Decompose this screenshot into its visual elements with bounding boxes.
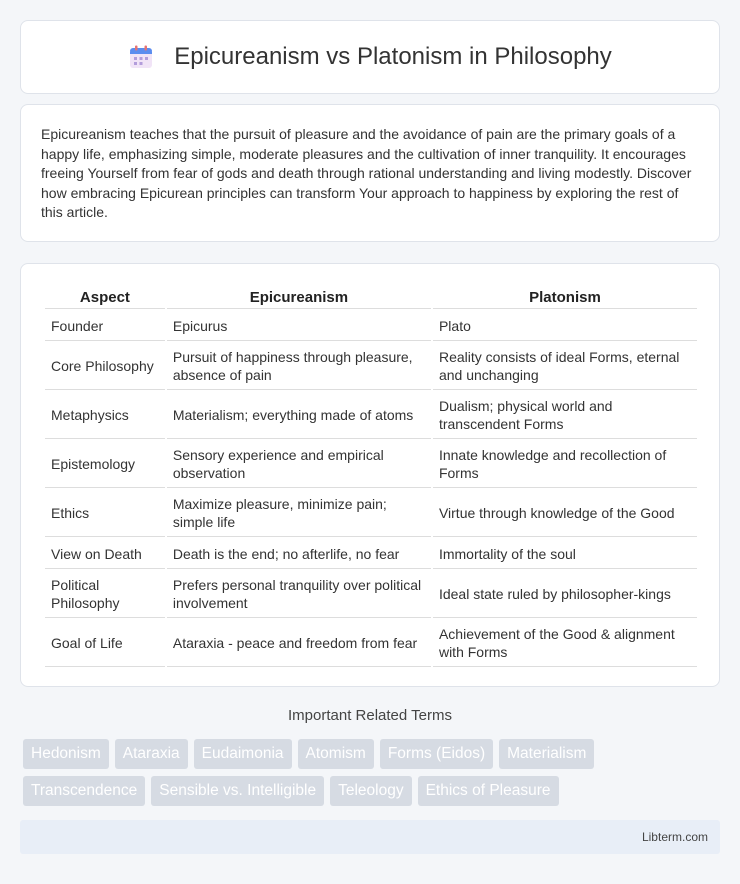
- table-cell: Reality consists of ideal Forms, eternal and unchanging: [433, 343, 697, 390]
- table-row: [45, 392, 697, 439]
- column-header-aspect: Aspect: [45, 286, 165, 309]
- table-row: [45, 620, 697, 667]
- tag-ataraxia[interactable]: Ataraxia: [115, 739, 188, 769]
- table-row: [45, 490, 697, 537]
- table-cell: Innate knowledge and recollection of Forms: [433, 441, 697, 488]
- table-cell: Materialism; everything made of atoms: [167, 392, 431, 439]
- table-cell: Maximize pleasure, minimize pain; simple life: [167, 490, 431, 537]
- tag-ethics-of-pleasure[interactable]: Ethics of Pleasure: [418, 776, 559, 806]
- table-cell: Founder: [45, 311, 165, 341]
- table-cell: Ataraxia - peace and freedom from fear: [167, 620, 431, 667]
- column-header-epicureanism: Epicureanism: [167, 286, 431, 309]
- table-cell: Core Philosophy: [45, 343, 165, 390]
- page-title: Epicureanism vs Platonism in Philosophy: [174, 43, 612, 70]
- table-cell: Prefers personal tranquility over political involvement: [167, 571, 431, 618]
- table-cell: Pursuit of happiness through pleasure, absence of pain: [167, 343, 431, 390]
- table-cell: Political Philosophy: [45, 571, 165, 618]
- table-cell: Virtue through knowledge of the Good: [433, 490, 697, 537]
- tag-sensible-vs-intelligible[interactable]: Sensible vs. Intelligible: [151, 776, 324, 806]
- table-cell: Ideal state ruled by philosopher-kings: [433, 571, 697, 618]
- table-cell: Goal of Life: [45, 620, 165, 667]
- table-cell: Dualism; physical world and transcendent Forms: [433, 392, 697, 439]
- table-cell: Ethics: [45, 490, 165, 537]
- title-card: [20, 20, 720, 94]
- tag-forms-eidos[interactable]: Forms (Eidos): [380, 739, 493, 769]
- comparison-table: [43, 284, 699, 669]
- table-row: [45, 311, 697, 341]
- table-cell: Metaphysics: [45, 392, 165, 439]
- column-header-platonism: Platonism: [433, 286, 697, 309]
- related-terms-title: Important Related Terms: [288, 707, 452, 724]
- table-row: [45, 539, 697, 569]
- table-row: [45, 571, 697, 618]
- footer: [20, 820, 720, 854]
- table-row: [45, 441, 697, 488]
- table-cell: Plato: [433, 311, 697, 341]
- table-header-row: [45, 286, 697, 309]
- table-cell: Achievement of the Good & alignment with Forms: [433, 620, 697, 667]
- table-cell: Death is the end; no afterlife, no fear: [167, 539, 431, 569]
- table-cell: Sensory experience and empirical observation: [167, 441, 431, 488]
- table-cell: View on Death: [45, 539, 165, 569]
- table-cell: Epicurus: [167, 311, 431, 341]
- tag-atomism[interactable]: Atomism: [298, 739, 374, 769]
- tag-materialism[interactable]: Materialism: [499, 739, 594, 769]
- related-terms-list: [23, 739, 623, 806]
- tag-eudaimonia[interactable]: Eudaimonia: [194, 739, 292, 769]
- table-row: [45, 343, 697, 390]
- footer-brand-link[interactable]: Libterm.com: [641, 830, 708, 844]
- tag-teleology[interactable]: Teleology: [330, 776, 412, 806]
- comparison-card: [20, 263, 720, 687]
- table-cell: Epistemology: [45, 441, 165, 488]
- tag-hedonism[interactable]: Hedonism: [23, 739, 109, 769]
- tag-transcendence[interactable]: Transcendence: [23, 776, 145, 806]
- intro-card: [20, 104, 720, 242]
- calendar-icon: [128, 44, 154, 70]
- intro-text: Epicureanism teaches that the pursuit of pleasure and the avoidance of pain are the primary goals of a happy life, emphasizing simple, moderate pleasures and the cultivation of inner tranquility. It encourages freeing Yourself from fear of gods and death through rational understanding and living modestly. Discover how embracing Epicurean principles can transform Your approach to happiness by exploring the rest of this article.: [41, 126, 692, 221]
- table-cell: Immortality of the soul: [433, 539, 697, 569]
